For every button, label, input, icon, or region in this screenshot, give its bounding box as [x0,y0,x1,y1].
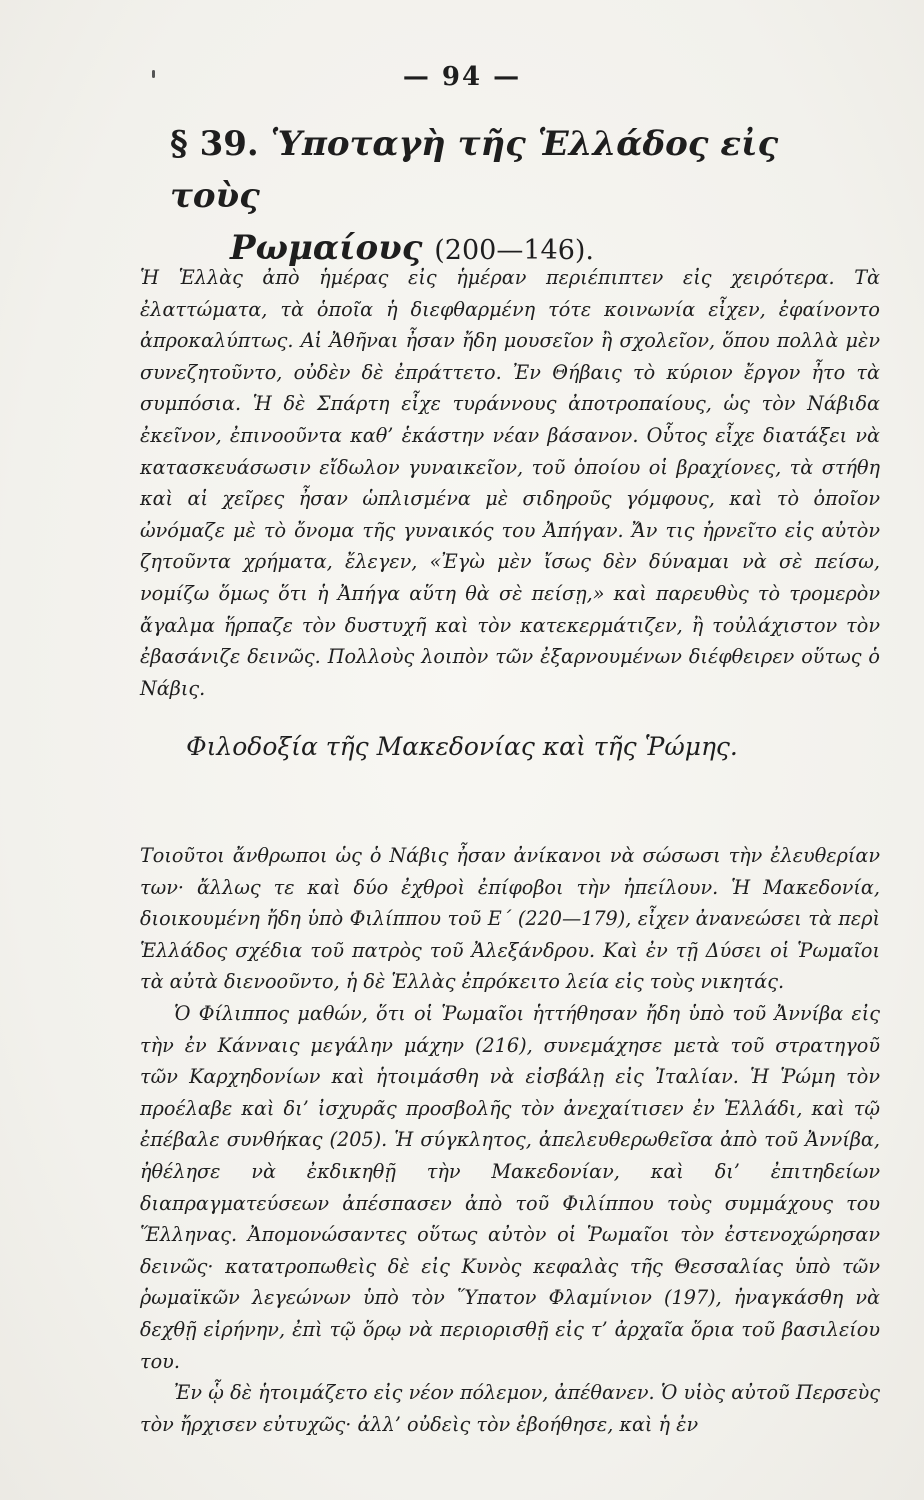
section-heading [170,118,790,277]
page-number: — 94 — [402,62,522,92]
paragraph: Ἐν ᾧ δὲ ἡτοιμάζετο εἰς νέον πόλεμον, ἀπέθανεν. Ὁ υἱὸς αὐτοῦ Περσεὺς τὸν ἤρχισεν εὐτυχῶς· ἀλλ’ οὐδεὶς τὸν ἐβοήθησε, καὶ ἡ ἐν [140,1381,880,1436]
paragraph: Τοιοῦτοι ἄνθρωποι ὡς ὁ Νάβις ἦσαν ἀνίκανοι νὰ σώσωσι τὴν ἐλευθερίαν των· ἄλλως τε καὶ δύο ἐχθροὶ ἐπίφοβοι τὴν ἠπείλουν. Ἡ Μακεδονία, διοικουμένη ἤδη ὑπὸ Φιλίππου τοῦ Ε΄ (220—179), εἶχεν ἀνανεώσει τὰ περὶ Ἑλλάδος σχέδια τοῦ πατρὸς τοῦ Ἀλεξάνδρου. Καὶ ἐν τῇ Δύσει οἱ Ῥωμαῖοι τὰ αὐτὰ διενοοῦντο, ἡ δὲ Ἑλλὰς ἐπρόκειτο λεία εἰς τοὺς νικητάς. [140,844,880,994]
section-years: (200—146). [434,235,594,266]
body-text-part1 [140,262,880,704]
body-text-part2 [140,840,880,1440]
section-title-line2: Ρωμαίους [230,228,423,268]
section-title-line1: Ὑποταγὴ τῆς Ἑλλάδος εἰς τοὺς [170,124,779,216]
subheading: Φιλοδοξία τῆς Μακεδονίας καὶ τῆς Ῥώμης. [186,732,738,761]
paragraph: Ἡ Ἑλλὰς ἀπὸ ἡμέρας εἰς ἡμέραν περιέπιπτεν εἰς χειρότερα. Τὰ ἐλαττώματα, τὰ ὁποῖα ἡ διεφθαρμένη τότε κοινωνία εἶχεν, ἐφαίνοντο ἀπροκαλύπτως. Αἱ Ἀθῆναι ἦσαν ἤδη μουσεῖον ἢ σχολεῖον, ὅπου πολλὰ μὲν συνεζητοῦντο, οὐδὲν δὲ ἐπράττετο. Ἐν Θήβαις τὸ κύριον ἔργον ἦτο τὰ συμπόσια. Ἡ δὲ Σπάρτη εἶχε τυράννους ἀποτροπαίους, ὡς τὸν Νάβιδα ἐκεῖνον, ἐπινοοῦντα καθ’ ἑκάστην νέαν βάσανον. Οὗτος εἶχε διατάξει νὰ κατασκευάσωσιν εἴδωλον γυναικεῖον, τοῦ ὁποίου οἱ βραχίονες, τὰ στήθη καὶ αἱ χεῖρες ἦσαν ὡπλισμένα μὲ σιδηροῦς γόμφους, καὶ τὸ ὁποῖον ὠνόμαζε μὲ τὸ ὄνομα τῆς γυναικός του Ἀπήγαν. Ἄν τις ἠρνεῖτο εἰς αὐτὸν ζητοῦντα χρήματα, ἔλεγεν, «Ἐγὼ μὲν ἴσως δὲν δύναμαι νὰ σὲ πείσω, νομίζω ὅμως ὅτι ἡ Ἀπήγα αὕτη θὰ σὲ πείσῃ,» καὶ παρευθὺς τὸ τρομερὸν ἄγαλμα ἥρπαζε τὸν δυστυχῆ καὶ τὸν κατεκερμάτιζεν, ἢ τοὐλάχιστον τὸν ἐβασάνιζε δεινῶς. Πολλοὺς λοιπὸν τῶν ἐξαρνουμένων διέφθειρεν οὕτως ὁ Νάβις. [140,266,880,700]
section-number: § 39. [170,124,259,164]
paragraph: Ὁ Φίλιππος μαθών, ὅτι οἱ Ῥωμαῖοι ἡττήθησαν ἤδη ὑπὸ τοῦ Ἀννίβα εἰς τὴν ἐν Κάνναις μεγάλην μάχην (216), συνεμάχησε μετὰ τοῦ στρατηγοῦ τῶν Καρχηδονίων καὶ ἡτοιμάσθη νὰ εἰσβάλῃ εἰς Ἰταλίαν. Ἡ Ῥώμη τὸν προέλαβε καὶ δι’ ἰσχυρᾶς προσβολῆς τὸν ἀνεχαίτισεν ἐν Ἑλλάδι, καὶ τῷ ἐπέβαλε συνθήκας (205). Ἡ σύγκλητος, ἀπελευθερωθεῖσα ἀπὸ τοῦ Ἀννίβα, ἠθέλησε νὰ ἐκδικηθῇ τὴν Μακεδονίαν, καὶ δι’ ἐπιτηδείων διαπραγματεύσεων ἀπέσπασεν ἀπὸ τοῦ Φιλίππου τοὺς συμμάχους του Ἕλληνας. Ἀπομονώσαντες οὕτως αὐτὸν οἱ Ῥωμαῖοι τὸν ἐστενοχώρησαν δεινῶς· κατατροπωθεὶς δὲ εἰς Κυνὸς κεφαλὰς τῆς Θεσσαλίας ὑπὸ τῶν ῥωμαϊκῶν λεγεώνων ὑπὸ τὸν Ὕπατον Φλαμίνιον (197), ἠναγκάσθη νὰ δεχθῇ εἰρήνην, ἐπὶ τῷ ὅρῳ νὰ περιορισθῇ εἰς τ’ ἀρχαῖα ὅρια τοῦ βασιλείου του. [140,1001,880,1373]
